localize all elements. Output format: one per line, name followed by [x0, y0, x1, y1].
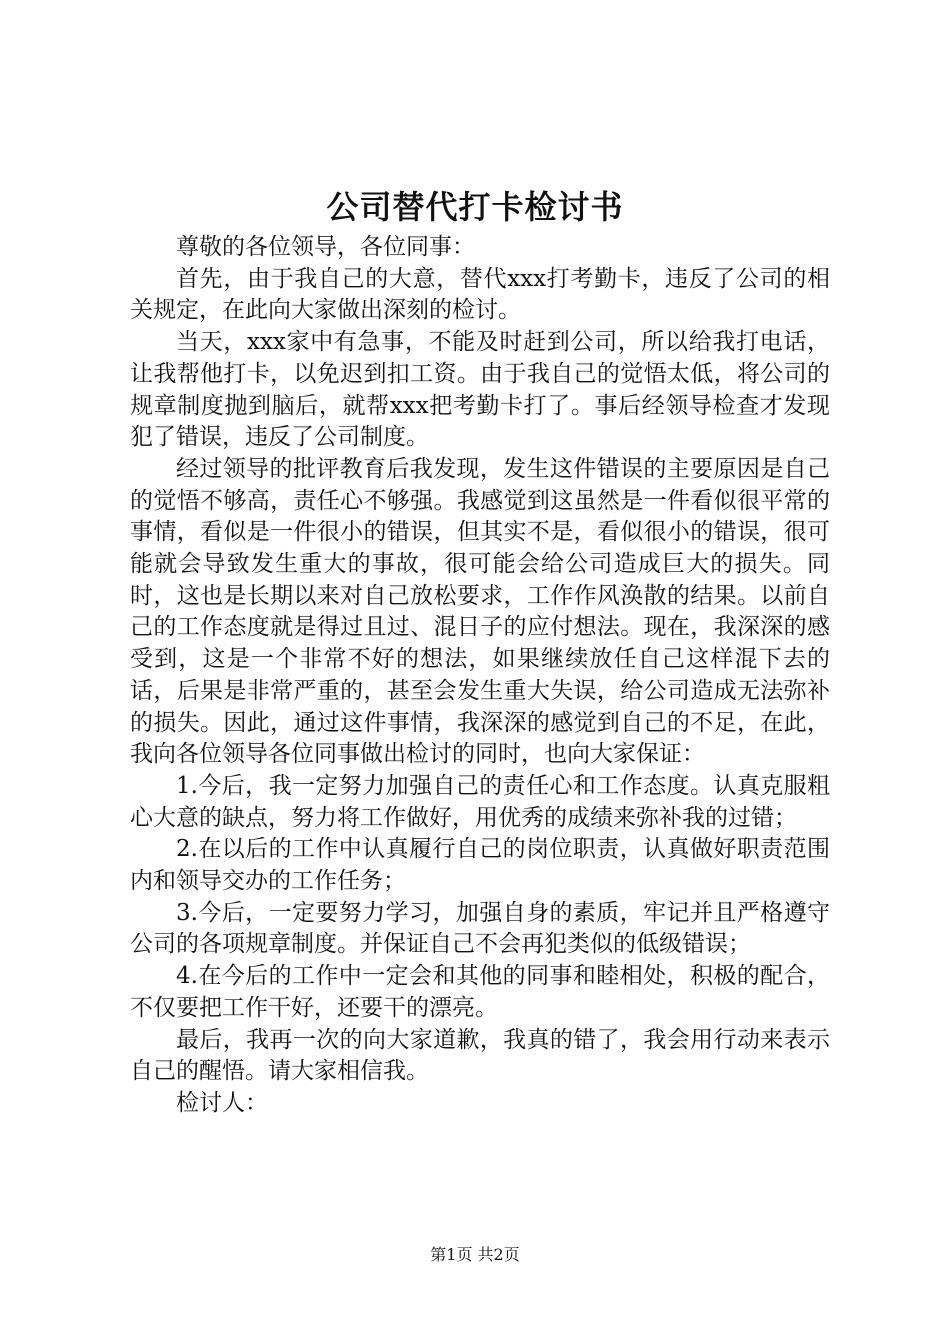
paragraph-opening: 首先，由于我自己的大意，替代xxx打考勤卡，违反了公司的相关规定，在此向大家做出深刻的检讨。 [130, 265, 830, 324]
pledge-item-2: 2.在以后的工作中认真履行自己的岗位职责，认真做好职责范围内和领导交办的工作任务； [130, 836, 830, 895]
signature-line: 检讨人： [176, 1089, 268, 1116]
pledge-item-4: 4.在今后的工作中一定会和其他的同事和睦相处，积极的配合，不仅要把工作干好，还要干的漂亮。 [130, 963, 830, 1021]
paragraph-reflection: 经过领导的批评教育后我发现，发生这件错误的主要原因是自己的觉悟不够高，责任心不够强。我感觉到这虽然是一件看似很平常的事情，看似是一件很小的错误，但其实不是，看似很小的错误，很可能就会导致发生重大的事故，很可能会给公司造成巨大的损失。同时，这也是长期以来对自己放松要求，工作作风涣散的结果。以前自己的工作态度就是得过且过、混日子的应付想法。现在，我深深的感受到，这是一个非常不好的想法，如果继续放任自己这样混下去的话，后果是非常严重的，甚至会发生重大失误，给公司造成无法弥补的损失。因此，通过这件事情，我深深的感觉到自己的不足，在此，我向各位领导各位同事做出检讨的同时，也向大家保证： [130, 455, 830, 768]
document-body [130, 232, 830, 1120]
pledge-item-3: 3.今后，一定要努力学习，加强自身的素质，牢记并且严格遵守公司的各项规章制度。并保证自己不会再犯类似的低级错误； [130, 899, 830, 958]
page-number: 第1页 共2页 [430, 1245, 520, 1264]
document-title: 公司替代打卡检讨书 [326, 188, 624, 226]
paragraph-incident: 当天，xxx家中有急事，不能及时赶到公司，所以给我打电话，让我帮他打卡，以免迟到扣工资。由于我自己的觉悟太低，将公司的规章制度抛到脑后，就帮xxx把考勤卡打了。事后经领导检查才发现犯了错误，违反了公司制度。 [130, 329, 830, 451]
paragraph-closing: 最后，我再一次的向大家道歉，我真的错了，我会用行动来表示自己的醒悟。请大家相信我。 [130, 1026, 830, 1085]
salutation: 尊敬的各位领导，各位同事： [176, 234, 475, 260]
pledge-item-1: 1.今后，我一定努力加强自己的责任心和工作态度。认真克服粗心大意的缺点，努力将工作做好，用优秀的成绩来弥补我的过错； [130, 772, 830, 831]
